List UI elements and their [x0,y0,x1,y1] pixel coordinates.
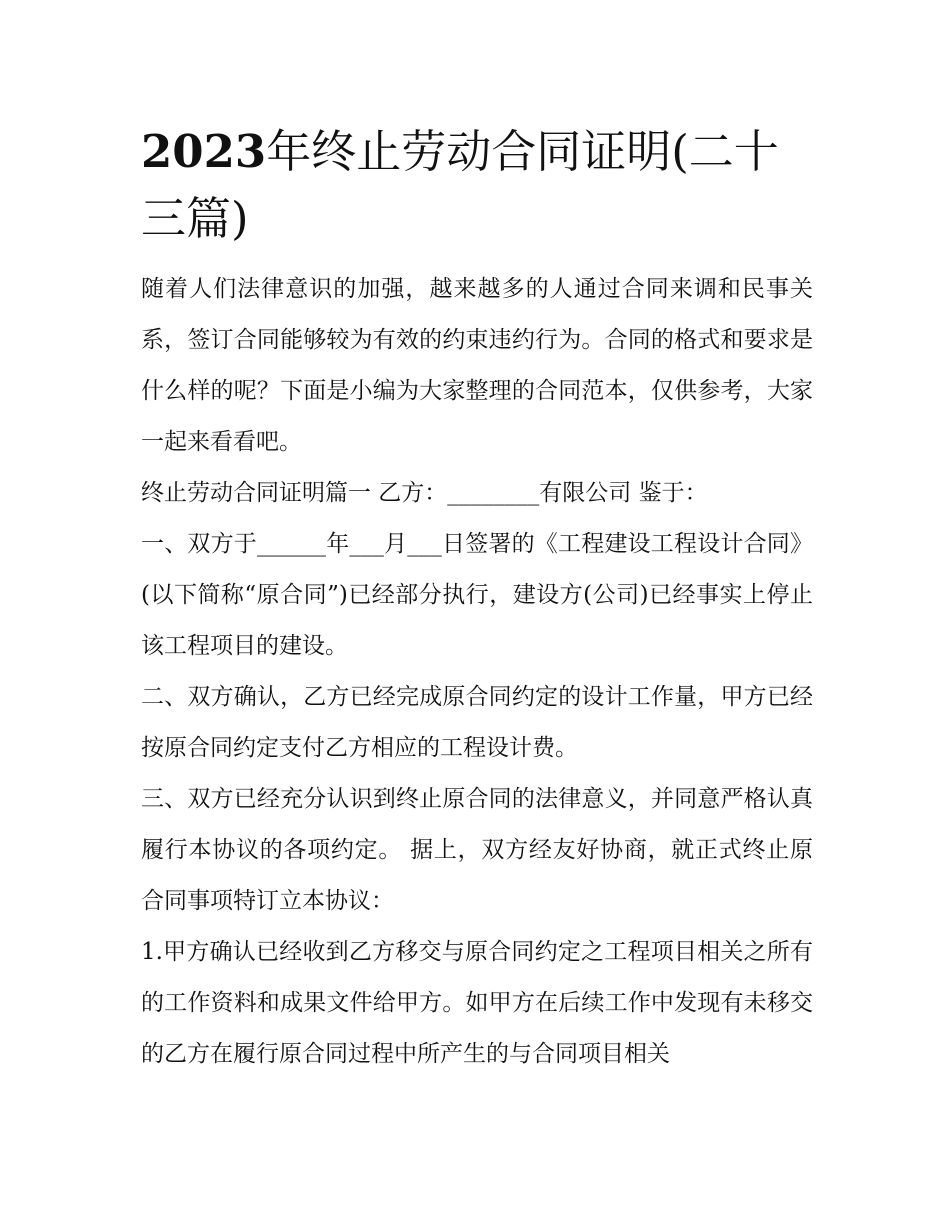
clause-two-paragraph: 二、双方确认，乙方已经完成原合同约定的设计工作量，甲方已经按原合同约定支付乙方相应的工程设计费。 [141,684,813,761]
title-text: 年终止劳动合同证明(二十三篇) [141,125,779,245]
clause-three-paragraph: 三、双方已经充分认识到终止原合同的法律意义，并同意严格认真履行本协议的各项约定。 据上，双方经友好协商，就正式终止原合同事项特订立本协议： [141,786,813,914]
document-title [141,118,813,252]
intro-paragraph: 随着人们法律意识的加强，越来越多的人通过合同来调和民事关系，签订合同能够较为有效的约束违约行为。合同的格式和要求是什么样的呢？下面是小编为大家整理的合同范本，仅供参考，大家一起来看看吧。 [141,276,813,455]
document-body [141,118,813,1080]
title-year: 2023 [141,125,267,178]
clause-one-paragraph: 一、双方于______年___月___日签署的《工程建设工程设计合同》(以下简称“原合同”)已经部分执行，建设方(公司)已经事实上停止该工程项目的建设。 [141,531,813,659]
article-one-paragraph: 1.甲方确认已经收到乙方移交与原合同约定之工程项目相关之所有的工作资料和成果文件给甲方。如甲方在后续工作中发现有未移交的乙方在履行原合同过程中所产生的与合同项目相关 [141,939,813,1067]
section-heading-paragraph: 终止劳动合同证明篇一 乙方：________有限公司 鉴于： [141,480,708,506]
